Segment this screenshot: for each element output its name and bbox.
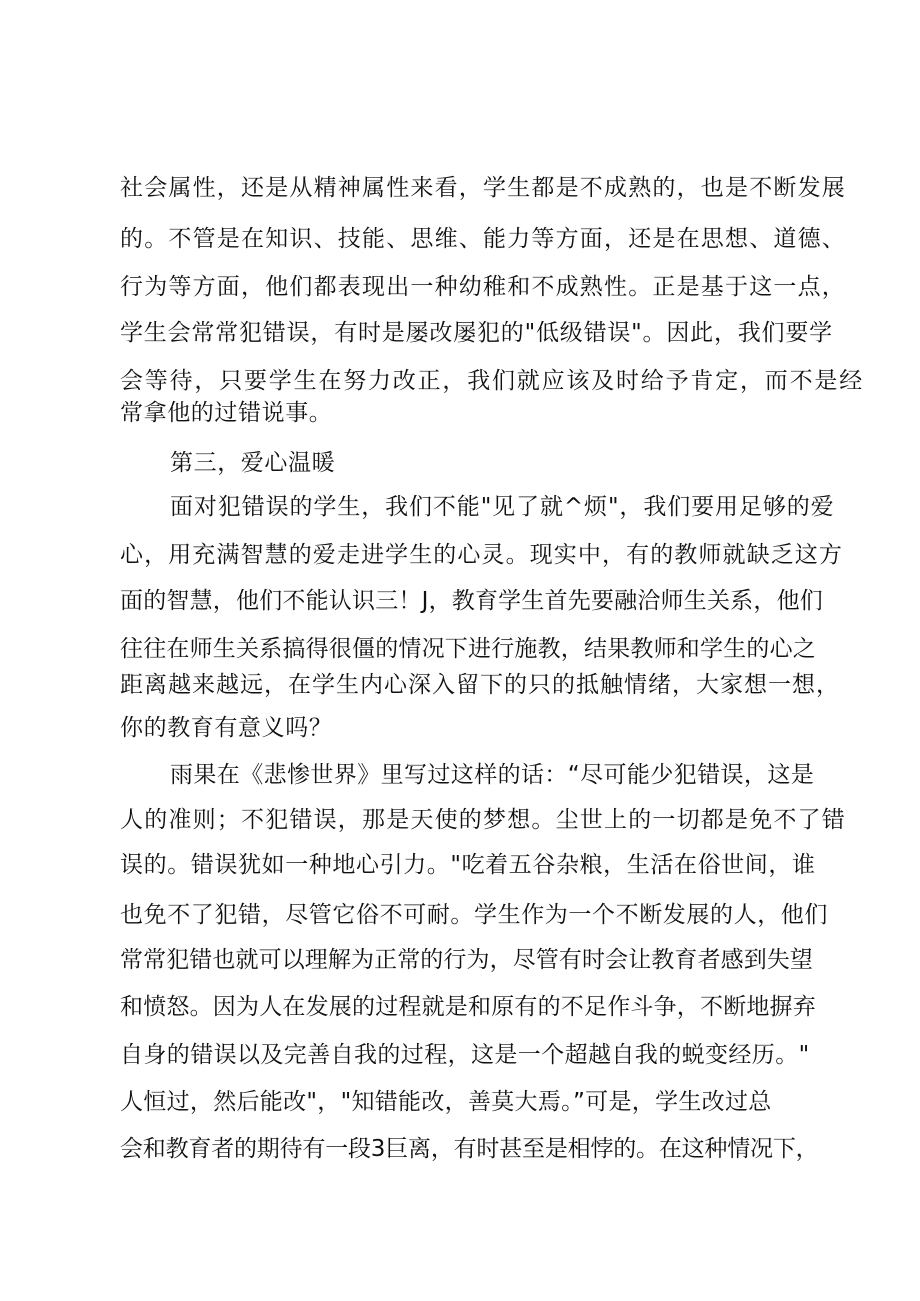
section-heading: 第三，爱心温暖 <box>170 450 336 476</box>
text-line: 雨果在《悲惨世界》里写过这样的话：“尽可能少犯错误，这是 <box>170 762 815 788</box>
text-line: 社会属性，还是从精神属性来看，学生都是不成熟的，也是不断发展 <box>120 175 846 201</box>
text-line: 也免不了犯错，尽管它俗不可耐。学生作为一个不断发展的人，他们 <box>120 902 828 928</box>
text-line: 往往在师生关系搞得很僵的情况下进行施教，结果教师和学生的心之 <box>120 636 816 662</box>
text-line: 人的准则；不犯错误，那是天使的梦想。尘世上的一切都是免不了错 <box>120 807 846 833</box>
text-line: 和愤怒。因为人在发展的过程就是和原有的不足作斗争，不断地摒弃 <box>120 994 816 1020</box>
text-line: 误的。错误犹如一种地心引力。"吃着五谷杂粮，生活在俗世间，谁 <box>120 852 816 878</box>
text-line: 面的智慧，他们不能认识三！J，教育学生首先要融洽师生关系，他们 <box>120 588 823 614</box>
text-line: 常常犯错也就可以理解为正常的行为，尽管有时会让教育者感到失望 <box>120 947 813 973</box>
text-line: 会和教育者的期待有一段3巨离，有时甚至是相悖的。在这种情况下， <box>120 1136 819 1162</box>
text-line: 的。不管是在知识、技能、思维、能力等方面，还是在思想、道德、 <box>120 226 846 252</box>
text-line: 你的教育有意义吗？ <box>120 715 333 741</box>
text-line: 行为等方面，他们都表现出一种幼稚和不成熟性。正是基于这一点， <box>120 274 846 300</box>
text-line: 常拿他的过错说事。 <box>120 400 333 426</box>
text-line: 人恒过，然后能改"，"知错能改，善莫大焉。”可是，学生改过总 <box>120 1089 772 1115</box>
text-line: 自身的错误以及完善自我的过程，这是一个超越自我的蜕变经历。" <box>120 1042 810 1068</box>
text-line: 心，用充满智慧的爱走进学生的心灵。现实中，有的教师就缺乏这方 <box>120 542 843 568</box>
text-line: 距离越来越远，在学生内心深入留下的只的抵触情绪，大家想一想， <box>120 672 840 698</box>
text-line: 面对犯错误的学生，我们不能"见了就^烦"，我们要用足够的爱 <box>170 494 835 520</box>
text-line: 会等待，只要学生在努力改正，我们就应该及时给予肯定，而不是经 <box>120 368 864 394</box>
text-line: 学生会常常犯错误，有时是屡改屡犯的"低级错误"。因此，我们要学 <box>120 320 833 346</box>
